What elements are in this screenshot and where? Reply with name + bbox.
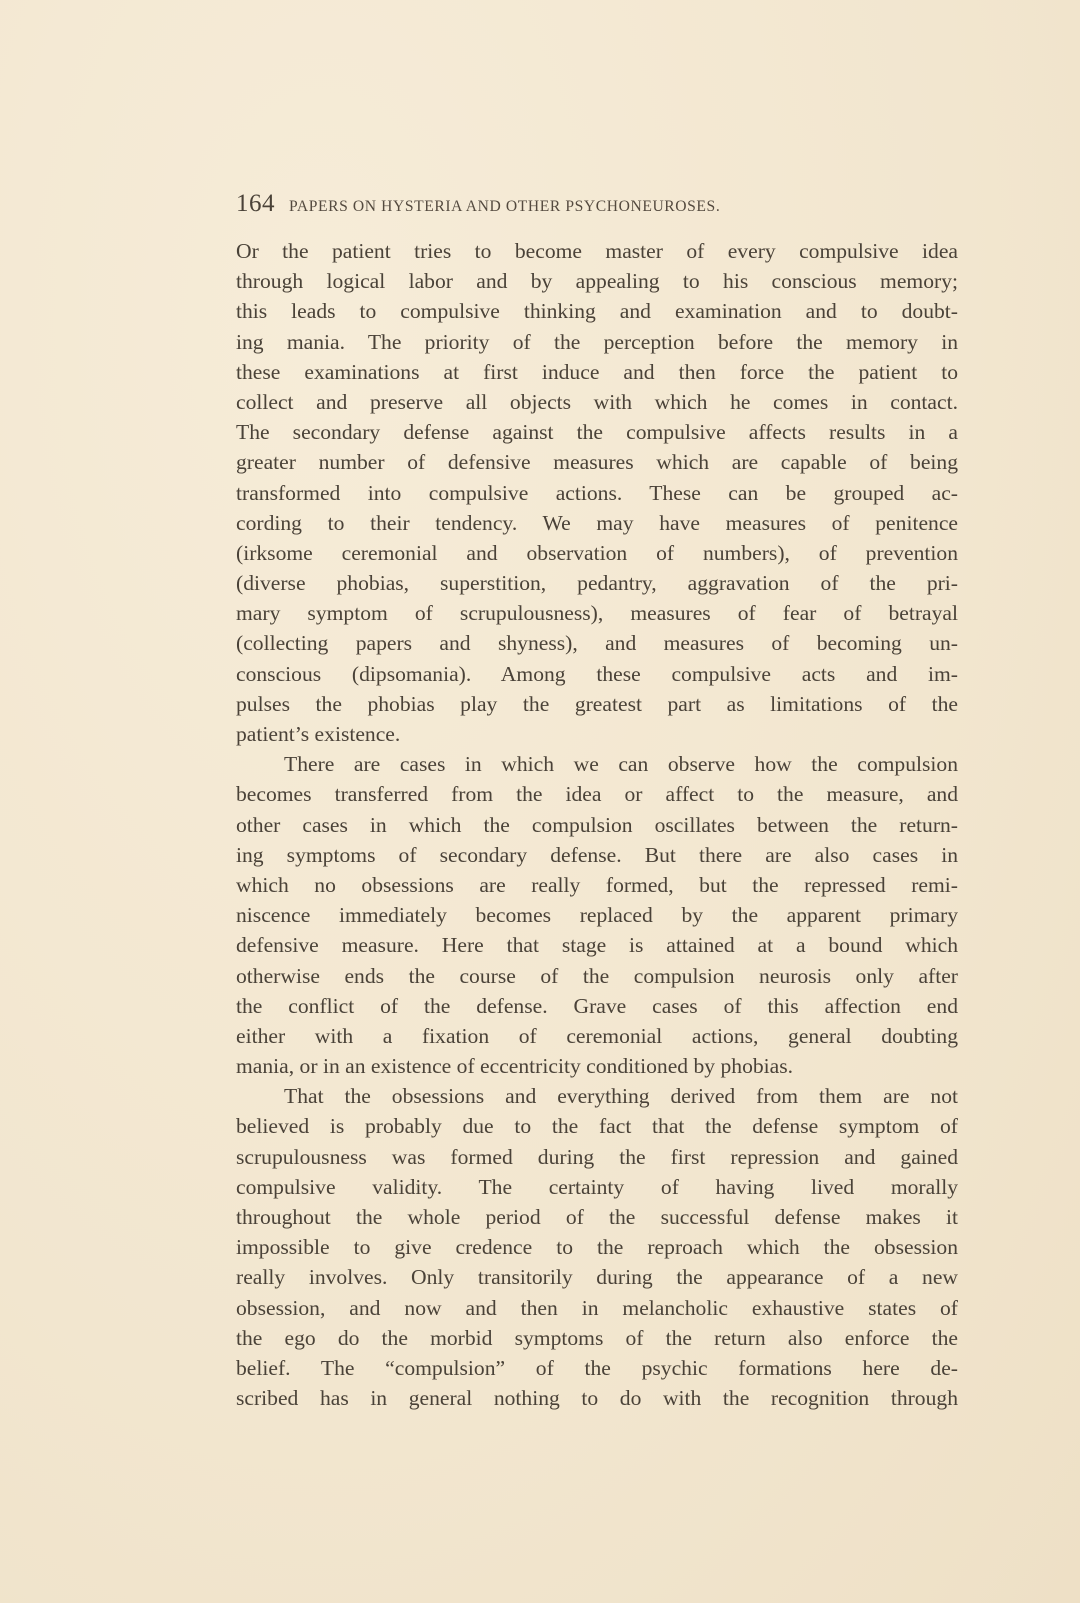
- text-line: (collecting papers and shyness), and measures of becoming un-: [236, 631, 958, 656]
- text-line: ing symptoms of secondary defense. But there are also cases in: [236, 842, 958, 867]
- text-line: ing mania. The priority of the perception before the memory in: [236, 329, 958, 354]
- running-head: [236, 190, 958, 224]
- text-line: believed is probably due to the fact that the defense symptom of: [236, 1114, 958, 1139]
- text-line: mary symptom of scrupulousness), measures of fear of betrayal: [236, 601, 958, 626]
- text-line: There are cases in which we can observe how the compulsion: [284, 752, 958, 777]
- text-line: patient’s existence.: [236, 722, 401, 746]
- text-line: impossible to give credence to the reproach which the obsession: [236, 1235, 958, 1260]
- text-line: (diverse phobias, superstition, pedantry, aggravation of the pri-: [236, 571, 958, 596]
- text-line: (irksome ceremonial and observation of numbers), of prevention: [236, 540, 958, 565]
- text-line: mania, or in an existence of eccentricity conditioned by phobias.: [236, 1054, 794, 1079]
- text-line: throughout the whole period of the successful defense makes it: [236, 1205, 958, 1229]
- text-line: belief. The “compulsion” of the psychic formations here de-: [236, 1355, 958, 1380]
- text-line: compulsive validity. The certainty of having lived morally: [236, 1174, 958, 1199]
- text-line: transformed into compulsive actions. These can be grouped ac-: [236, 480, 958, 505]
- text-line: greater number of defensive measures which are capable of being: [236, 450, 958, 475]
- paragraph: [236, 236, 958, 749]
- text-line: this leads to compulsive thinking and examination and to doubt-: [236, 299, 958, 324]
- text-line: the ego do the morbid symptoms of the return also enforce the: [236, 1325, 958, 1350]
- text-line: either with a fixation of ceremonial actions, general doubting: [236, 1023, 958, 1048]
- running-head-title: PAPERS ON HYSTERIA AND OTHER PSYCHONEUROSES.: [289, 198, 721, 215]
- text-line: these examinations at first induce and then force the patient to: [236, 359, 958, 384]
- text-line: conscious (dipsomania). Among these compulsive acts and im-: [236, 661, 958, 686]
- page-number: 164: [236, 190, 275, 217]
- text-line: otherwise ends the course of the compulsion neurosis only after: [236, 963, 958, 988]
- text-line: The secondary defense against the compulsive affects results in a: [236, 420, 958, 445]
- text-line: defensive measure. Here that stage is attained at a bound which: [236, 933, 958, 958]
- body-text: [236, 236, 958, 1413]
- text-line: really involves. Only transitorily during the appearance of a new: [236, 1265, 958, 1290]
- text-line: Or the patient tries to become master of every compulsive idea: [236, 239, 958, 263]
- text-line: other cases in which the compulsion oscillates between the return-: [236, 812, 958, 837]
- paragraph: [236, 1081, 958, 1413]
- text-line: through logical labor and by appealing to his conscious memory;: [236, 269, 958, 294]
- text-line: the conflict of the defense. Grave cases of this affection end: [236, 993, 958, 1018]
- paragraph: [236, 749, 958, 1081]
- text-line: cording to their tendency. We may have measures of penitence: [236, 510, 958, 535]
- text-line: scribed has in general nothing to do with the recognition through: [236, 1386, 958, 1411]
- text-line: obsession, and now and then in melancholic exhaustive states of: [236, 1295, 958, 1320]
- text-line: becomes transferred from the idea or affect to the measure, and: [236, 782, 958, 807]
- text-line: niscence immediately becomes replaced by the apparent primary: [236, 903, 958, 928]
- book-page: [236, 190, 958, 1413]
- text-line: collect and preserve all objects with which he comes in contact.: [236, 389, 958, 414]
- text-line: pulses the phobias play the greatest part as limitations of the: [236, 691, 958, 716]
- text-line: which no obsessions are really formed, but the repressed remi-: [236, 872, 958, 897]
- text-line: scrupulousness was formed during the first repression and gained: [236, 1144, 958, 1169]
- text-line: That the obsessions and everything derived from them are not: [284, 1084, 958, 1109]
